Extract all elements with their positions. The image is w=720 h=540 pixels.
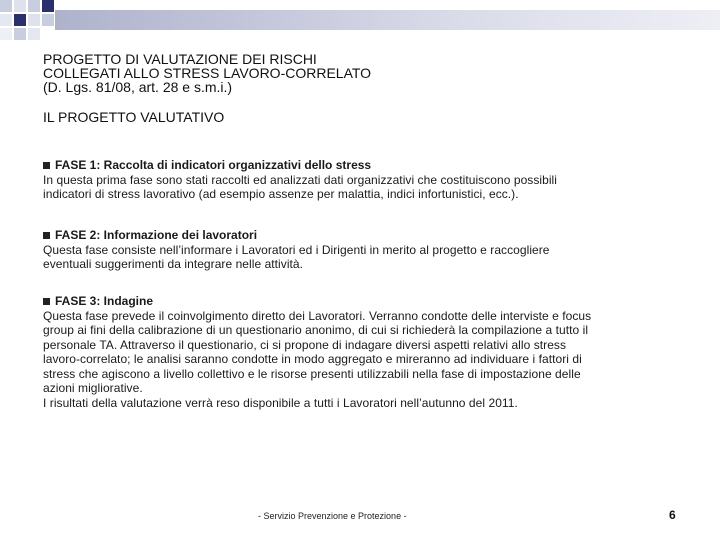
phase-body: Questa fase prevede il coinvolgimento diretto dei Lavoratori. Verranno condotte delle interviste e focus group ai fini della calibrazione di un questionario anonimo, di cui si richiederà la compilazione a tutto il personale TA. Attraverso il questionario, ci si propone di indagare diversi aspetti relativi allo stress lavoro-correlato; le analisi saranno condotte in modo aggregato e mireranno ad individuare i fattori di stress che agiscono a livello collettivo e le risorse presenti utilizzabili nella fase di impostazione delle azioni migliorative. I risultati della valutazione verrà reso disponibile a tutti i Lavoratori nell’autunno del 2011. — [43, 308, 592, 410]
deco-square-7 — [28, 14, 40, 26]
deco-square-1 — [0, 0, 12, 12]
phase-body: In questa prima fase sono stati raccolti ed analizzati dati organizzativi che costituiscono possibili indicatori di stress lavorativo (ad esempio assenze per malattia, indici infortunistici, ecc.). — [43, 172, 557, 201]
footer-text: - Servizio Prevenzione e Protezione - — [258, 511, 407, 521]
bullet-square-icon — [43, 298, 50, 305]
header-band — [55, 10, 720, 30]
deco-square-2 — [14, 0, 26, 12]
page-number: 6 — [669, 508, 676, 522]
phase-body: Questa fase consiste nell’informare i Lavoratori ed i Dirigenti in merito al progetto e raccogliere eventuali suggerimenti da integrare nelle attività. — [43, 242, 550, 271]
deco-square-6 — [14, 14, 26, 26]
deco-square-8 — [42, 14, 54, 26]
title-line-1: PROGETTO DI VALUTAZIONE DEI RISCHI — [43, 51, 317, 67]
header-decoration — [0, 0, 720, 46]
slide-title — [43, 52, 683, 94]
deco-square-3 — [28, 0, 40, 12]
deco-square-10 — [28, 28, 40, 40]
phase-2 — [43, 228, 683, 272]
deco-square-11 — [0, 28, 12, 40]
title-line-3: (D. Lgs. 81/08, art. 28 e s.m.i.) — [43, 79, 233, 95]
section-title: IL PROGETTO VALUTATIVO — [43, 109, 225, 125]
phase-1 — [43, 158, 683, 202]
phase-heading: FASE 1: Raccolta di indicatori organizzativi dello stress — [55, 158, 372, 172]
phase-heading: FASE 2: Informazione dei lavoratori — [55, 228, 258, 242]
bullet-square-icon — [43, 232, 50, 239]
deco-square-4 — [42, 0, 54, 12]
bullet-square-icon — [43, 162, 50, 169]
title-line-2: COLLEGATI ALLO STRESS LAVORO-CORRELATO — [43, 65, 372, 81]
phase-3 — [43, 294, 683, 410]
deco-square-5 — [0, 14, 12, 26]
deco-square-9 — [14, 28, 26, 40]
phase-heading: FASE 3: Indagine — [55, 294, 154, 308]
